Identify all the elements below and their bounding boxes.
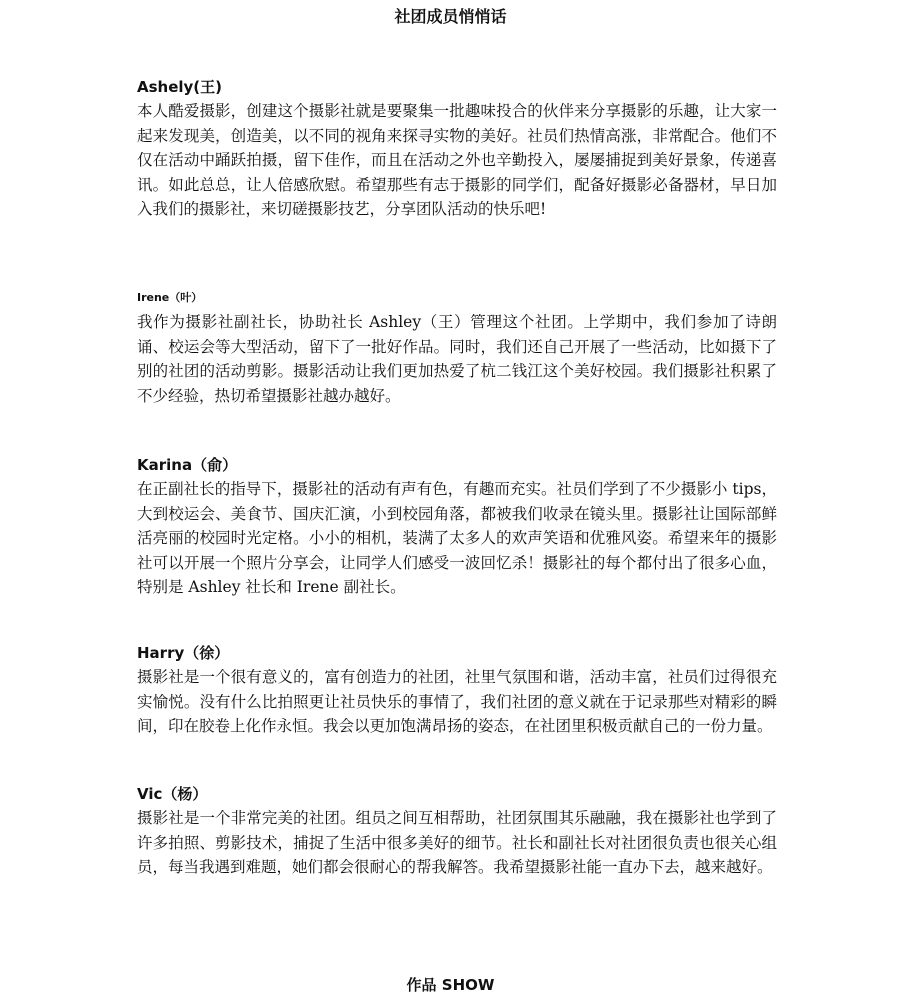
author-name: Karina（俞） — [137, 456, 238, 474]
testimonial-ashely — [137, 77, 777, 222]
author-name: Ashely(王) — [137, 78, 223, 96]
author-name: Harry（徐） — [137, 644, 230, 662]
author-name: Vic（杨） — [137, 785, 208, 803]
testimonial-text: 在正副社长的指导下，摄影社的活动有声有色，有趣而充实。社员们学到了不少摄影小 tips，大到校运会、美食节、国庆汇演，小到校园角落，都被我们收录在镜头里。摄影社让国际部鲜活亮丽的校园时光定格。小小的相机，装满了太多人的欢声笑语和优雅风姿。希望来年的摄影社可以开展一个照片分享会，让同学人们感受一波回忆杀！摄影社的每个都付出了很多心血，特别是 Ashley 社长和 Irene 副社长。 — [137, 480, 777, 597]
testimonial-vic — [137, 784, 777, 880]
testimonial-text: 摄影社是一个非常完美的社团。组员之间互相帮助，社团氛围其乐融融，我在摄影社也学到了许多拍照、剪影技术，捕捉了生活中很多美好的细节。社长和副社长对社团很负责也很关心组员，每当我遇到难题，她们都会很耐心的帮我解答。我希望摄影社能一直办下去，越来越好。 — [137, 809, 777, 877]
works-show-heading: 作品 SHOW — [406, 976, 495, 994]
testimonial-harry — [137, 643, 777, 739]
author-name: Irene（叶） — [137, 291, 203, 304]
testimonial-irene — [137, 290, 777, 408]
testimonial-text: 摄影社是一个很有意义的，富有创造力的社团，社里气氛围和谐，活动丰富，社员们过得很充实愉悦。没有什么比拍照更让社员快乐的事情了，我们社团的意义就在于记录那些对精彩的瞬间，印在胶卷上化作永恒。我会以更加饱满昂扬的姿态，在社团里积极贡献自己的一份力量。 — [137, 668, 777, 736]
testimonial-karina — [137, 455, 777, 600]
testimonial-text: 我作为摄影社副社长，协助社长 Ashley（王）管理这个社团。上学期中，我们参加了诗朗诵、校运会等大型活动，留下了一批好作品。同时，我们还自己开展了一些活动，比如摄下了别的社团的活动剪影。摄影活动让我们更加热爱了杭二钱江这个美好校园。我们摄影社积累了不少经验，热切希望摄影社越办越好。 — [137, 313, 777, 405]
testimonial-text: 本人酷爱摄影，创建这个摄影社就是要聚集一批趣味投合的伙伴来分享摄影的乐趣，让大家一起来发现美，创造美，以不同的视角来探寻实物的美好。社员们热情高涨，非常配合。他们不仅在活动中踊跃拍摄，留下佳作，而且在活动之外也辛勤投入，屡屡捕捉到美好景象，传递喜讯。如此总总，让人倍感欣慰。希望那些有志于摄影的同学们，配备好摄影必备器材，早日加入我们的摄影社，来切磋摄影技艺，分享团队活动的快乐吧! — [137, 102, 777, 219]
page-title: 社团成员悄悄话 — [394, 7, 507, 26]
